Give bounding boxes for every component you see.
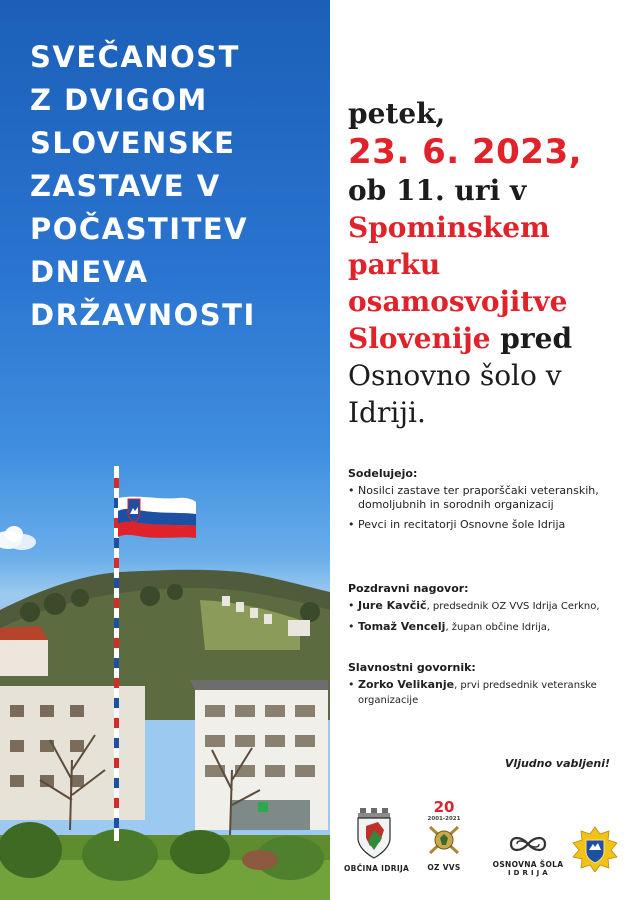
logo-caption: OSNOVNA ŠOLA: [492, 860, 564, 869]
event-time: ob 11. uri v: [348, 174, 527, 207]
venue-last-line: [348, 320, 628, 357]
veterans-emblem-icon: [424, 823, 464, 859]
greeting-speaker: [348, 599, 630, 614]
participants-heading: Sodelujejo:: [348, 467, 418, 480]
event-day: petek,: [348, 97, 446, 130]
venue-line: parku: [348, 248, 441, 281]
school-knot-icon: [505, 832, 551, 856]
event-details: [348, 95, 628, 431]
municipality-crest-icon: [354, 808, 394, 860]
obcina-idrija-logo: [344, 808, 410, 873]
greeting-speaker: [348, 620, 630, 635]
keynote-speaker: [348, 678, 630, 708]
venue-line: osamosvojitve: [348, 285, 568, 318]
oz-vvs-logo: [414, 800, 474, 872]
title-line: SLOVENSKE: [30, 126, 236, 160]
venue-line: Spominskem: [348, 211, 550, 244]
slovenian-flag-image: [118, 494, 196, 542]
venue-suffix: pred: [490, 322, 573, 355]
location-line: Osnovno šolo v: [348, 359, 562, 392]
participant-item: • Nosilci zastave ter praporščaki veteranskih, domoljubnih in sorodnih organizacij: [348, 484, 630, 512]
anniversary-years: 2001-2021: [427, 816, 461, 822]
logo-caption: OBČINA IDRIJA: [344, 864, 410, 873]
star-badge-icon: [571, 826, 619, 872]
speaker-name: Tomaž Vencelj: [358, 620, 446, 633]
participants-section: [348, 467, 630, 538]
osnovna-sola-idrija-logo: [490, 832, 566, 877]
speaker-role: , župan občine Idrija,: [445, 622, 551, 633]
greeting-section: [348, 582, 630, 641]
event-date: 23. 6. 2023,: [348, 132, 583, 172]
greeting-heading: Pozdravni nagovor:: [348, 582, 469, 595]
invitation-text: Vljudno vabljeni!: [504, 757, 610, 770]
police-veterans-logo: [570, 826, 620, 876]
speaker-name: Zorko Velikanje: [358, 678, 455, 691]
speaker-role: , prvi predsednik veteranske organizacije: [358, 680, 597, 706]
logo-caption: OZ VVS: [427, 863, 461, 872]
title-line: POČASTITEV: [30, 212, 249, 246]
keynote-section: [348, 661, 630, 714]
title-line: DNEVA: [30, 255, 149, 289]
location-line: Idriji.: [348, 396, 426, 429]
title-line: DRŽAVNOSTI: [30, 298, 256, 332]
venue-line: Slovenije: [348, 322, 491, 355]
keynote-heading: Slavnostni govornik:: [348, 661, 476, 674]
anniversary-number: 20: [433, 798, 455, 816]
title-line: SVEČANOST: [30, 40, 240, 74]
speaker-role: , predsednik OZ VVS Idrija Cerkno,: [426, 601, 600, 612]
participant-item: • Pevci in recitatorji Osnovne šole Idrija: [348, 518, 630, 532]
title-line: Z DVIGOM: [30, 83, 208, 117]
title-line: ZASTAVE V: [30, 169, 221, 203]
speaker-name: Jure Kavčič: [358, 599, 427, 612]
logo-caption: I D R I J A: [508, 869, 548, 877]
